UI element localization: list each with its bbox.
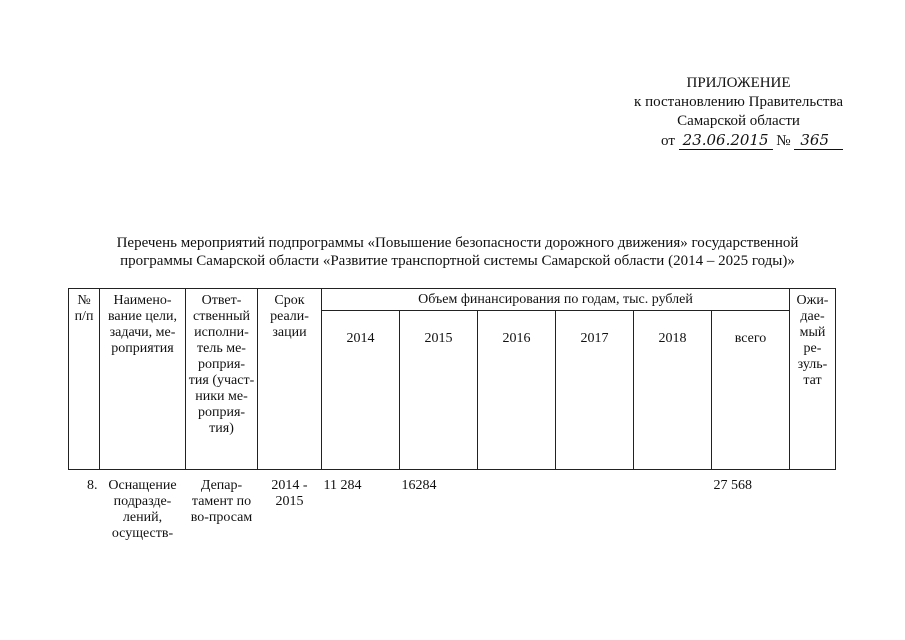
header-result: Ожи-дае-мый ре-зуль-тат xyxy=(790,289,836,470)
appendix-title: ПРИЛОЖЕНИЕ xyxy=(686,75,791,91)
row-executor: Депар-тамент по во-просам xyxy=(190,478,253,525)
header-year-2018: 2018 xyxy=(634,311,712,470)
appendix-block xyxy=(634,74,843,151)
table-row xyxy=(69,470,836,543)
header-year-2017: 2017 xyxy=(556,311,634,470)
row-2017 xyxy=(556,470,634,543)
measures-table xyxy=(68,288,836,542)
handwritten-date: 23.06.2015 xyxy=(679,131,773,150)
document-title-line-1: Перечень мероприятий подпрограммы «Повышение безопасности дорожного движения» государственной xyxy=(116,235,799,251)
header-num: № п/п xyxy=(69,289,100,470)
appendix-line-1: к постановлению Правительства xyxy=(634,94,843,110)
row-2014: 11 284 xyxy=(323,478,362,493)
header-total: всего xyxy=(712,311,790,470)
header-financing: Объем финансирования по годам, тыс. рублей xyxy=(322,289,790,311)
row-2018 xyxy=(634,470,712,543)
document-title-line-2: программы Самарской области «Развитие транспортной системы Самарской области (2014 – 2025 годы)» xyxy=(120,253,795,269)
appendix-line-2: Самарской области xyxy=(677,113,800,129)
row-name: Оснащение подразде-лений, осуществ- xyxy=(108,478,177,541)
header-year-2014: 2014 xyxy=(322,311,400,470)
document-title xyxy=(60,234,855,270)
row-result xyxy=(790,470,836,543)
appendix-reference xyxy=(634,131,843,151)
date-prefix: от xyxy=(661,133,675,149)
header-executor: Ответ-ственный исполни-тель ме-роприя-тия (участ-ники ме-роприя-тия) xyxy=(186,289,258,470)
header-year-2016: 2016 xyxy=(478,311,556,470)
header-name: Наимено-вание цели, задачи, ме-роприятия xyxy=(100,289,186,470)
handwritten-number: 365 xyxy=(794,131,843,150)
header-year-2015: 2015 xyxy=(400,311,478,470)
row-term: 2014 - 2015 xyxy=(271,478,308,509)
row-2016 xyxy=(478,470,556,543)
row-num: 8. xyxy=(87,478,98,493)
row-2015: 16284 xyxy=(401,478,437,493)
row-total: 27 568 xyxy=(713,478,752,493)
number-prefix: № xyxy=(776,133,791,149)
header-term: Срок реали-зации xyxy=(258,289,322,470)
